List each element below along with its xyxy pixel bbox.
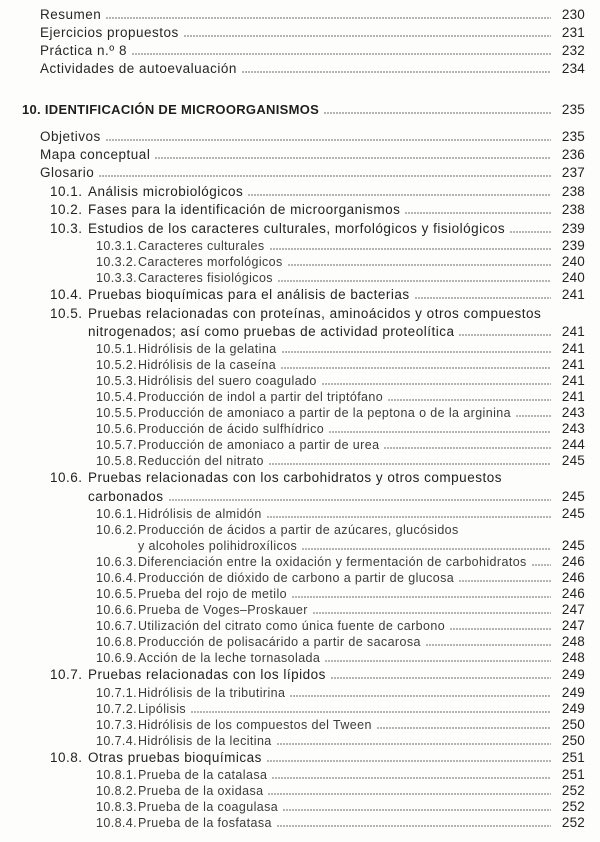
subsection-entry: [96, 437, 585, 453]
section-title: Estudios de los caracteres culturales, morfológicos y fisiológicos: [88, 220, 506, 236]
subsection-number: 10.3.3.: [96, 271, 138, 286]
chapter-item-title: Objetivos: [40, 129, 101, 144]
subsection-number: 10.5.4.: [96, 390, 138, 405]
section-entry: [50, 749, 585, 767]
dot-leader: [99, 175, 551, 177]
subsection-entry: [96, 602, 585, 618]
dot-leader: [450, 628, 551, 630]
dot-leader: [106, 17, 551, 19]
dot-leader: [277, 743, 551, 745]
dot-leader: [267, 760, 551, 762]
chapter-title: 10. IDENTIFICACIÓN DE MICROORGANISMOS: [22, 102, 320, 117]
subsection-number: 10.7.2.: [96, 701, 138, 716]
chapter-page-number: 235: [561, 102, 585, 117]
section-number: 10.3.: [50, 220, 83, 236]
section-number: 10.2.: [50, 202, 83, 218]
subsection-page-number: 245: [561, 453, 585, 469]
section-number: 10.5.: [50, 305, 83, 321]
dot-leader: [191, 711, 551, 713]
section-title: Pruebas bioquímicas para el análisis de bacterias: [88, 287, 410, 303]
subsection-entry: [96, 506, 585, 522]
chapter-item-entry: [40, 146, 585, 164]
dot-leader: [269, 463, 551, 465]
section-title: nitrogenados; así como pruebas de actividad proteolítica: [88, 324, 455, 340]
subsection-number: 10.3.1.: [96, 239, 138, 254]
subsection-page-number: 248: [561, 650, 585, 666]
dot-leader: [169, 499, 551, 501]
subsection-page-number: 245: [561, 506, 585, 522]
subsection-title: y alcoholes polihidroxílicos: [138, 539, 298, 554]
subsection-number: 10.7.4.: [96, 733, 138, 748]
dot-leader: [288, 264, 551, 266]
subsection-title: Prueba de la oxidasa: [138, 784, 264, 799]
section-entry: [50, 201, 585, 219]
dot-leader: [106, 139, 551, 141]
section-entry: [50, 666, 585, 684]
subsection-entry-continuation: [96, 538, 585, 554]
subsection-title: Hidrólisis de la gelatina: [138, 342, 277, 357]
subsection-title: Prueba del rojo de metilo: [138, 587, 287, 602]
subsection-entry: [96, 586, 585, 602]
dot-leader: [459, 334, 551, 336]
front-matter-title: Actividades de autoevaluación: [40, 61, 237, 76]
dot-leader: [267, 516, 551, 518]
section-entry: [50, 220, 585, 238]
subsection-entry: [96, 701, 585, 717]
subsection-title: Acción de la leche tornasolada: [138, 651, 321, 666]
section-title: Fases para la identificación de microorganismos: [88, 202, 401, 218]
dot-leader: [155, 157, 551, 159]
subsection-entry: [96, 389, 585, 405]
dot-leader: [248, 194, 551, 196]
subsection-entry: [96, 767, 585, 783]
dot-leader: [415, 297, 551, 299]
subsection-number: 10.5.8.: [96, 454, 138, 469]
section-page-number: 249: [561, 667, 585, 683]
dot-leader: [329, 431, 551, 433]
subsection-number: 10.6.2.: [96, 523, 138, 538]
subsection-page-number: 240: [561, 270, 585, 286]
subsection-page-number: 248: [561, 634, 585, 650]
subsection-entry: [96, 270, 585, 286]
subsection-entry: [96, 453, 585, 469]
dot-leader: [268, 793, 551, 795]
subsection-page-number: 244: [561, 437, 585, 453]
subsection-entry: [96, 373, 585, 389]
chapter-item-entry: [40, 164, 585, 182]
dot-leader: [270, 248, 551, 250]
subsection-entry: [96, 685, 585, 701]
section-title: Análisis microbiológicos: [88, 184, 244, 199]
subsection-entry: [96, 783, 585, 799]
dot-leader: [132, 53, 551, 55]
section-page-number: 241: [561, 324, 585, 340]
subsection-title: Diferenciación entre la oxidación y fermentación de carbohidratos: [138, 555, 527, 570]
subsection-title: Hidrólisis del suero coagulado: [138, 374, 317, 389]
subsection-title: Producción de ácidos a partir de azúcares, glucósidos: [138, 523, 459, 538]
subsection-title: Hidrólisis de la caseína: [138, 358, 277, 373]
subsection-page-number: 252: [561, 799, 585, 815]
subsection-page-number: 241: [561, 389, 585, 405]
subsection-title: Reducción del nitrato: [138, 454, 264, 469]
subsection-entry: [96, 650, 585, 666]
section-entry: [50, 305, 585, 323]
subsection-entry: [96, 421, 585, 437]
subsection-page-number: 243: [561, 421, 585, 437]
subsection-title: Producción de ácido sulfhídrico: [138, 422, 325, 437]
front-matter-entry: [40, 42, 585, 60]
dot-leader: [242, 71, 551, 73]
subsection-number: 10.5.5.: [96, 406, 138, 421]
subsection-page-number: 245: [561, 538, 585, 554]
dot-leader: [426, 644, 551, 646]
subsection-number: 10.6.4.: [96, 571, 138, 586]
subsection-number: 10.6.7.: [96, 619, 138, 634]
subsection-title: Producción de indol a partir del triptófano: [138, 390, 384, 405]
dot-leader: [325, 660, 551, 662]
section-number: 10.8.: [50, 749, 83, 765]
dot-leader: [302, 548, 551, 550]
dot-leader: [510, 231, 551, 233]
chapter-item-page-number: 237: [561, 165, 585, 180]
subsection-page-number: 252: [561, 815, 585, 831]
section-entry-continuation: [50, 323, 585, 341]
dot-leader: [313, 612, 551, 614]
subsection-title: Utilización del citrato como única fuente de carbono: [138, 619, 446, 634]
subsection-title: Prueba de Voges–Proskauer: [138, 603, 308, 618]
subsection-title: Caracteres morfológicos: [138, 255, 283, 270]
section-entry: [50, 469, 585, 487]
subsection-page-number: 246: [561, 570, 585, 586]
dot-leader: [290, 695, 551, 697]
dot-leader: [324, 112, 551, 114]
subsection-page-number: 243: [561, 405, 585, 421]
chapter-heading: [22, 101, 585, 119]
front-matter-entry: [40, 24, 585, 42]
subsection-entry: [96, 238, 585, 254]
subsection-entry: [96, 733, 585, 749]
subsection-page-number: 246: [561, 586, 585, 602]
subsection-entry: [96, 570, 585, 586]
subsection-number: 10.8.2.: [96, 784, 138, 799]
section-page-number: 239: [561, 220, 585, 236]
subsection-entry: [96, 618, 585, 634]
subsection-title: Prueba de la coagulasa: [138, 800, 279, 815]
section-page-number: 238: [561, 202, 585, 218]
subsection-page-number: 246: [561, 554, 585, 570]
section-title: carbonados: [88, 488, 164, 504]
subsection-number: 10.6.5.: [96, 587, 138, 602]
subsection-page-number: 250: [561, 716, 585, 732]
subsection-page-number: 241: [561, 357, 585, 373]
subsection-number: 10.5.2.: [96, 358, 138, 373]
front-matter-page-number: 231: [561, 25, 585, 40]
subsection-number: 10.3.2.: [96, 255, 138, 270]
chapter-item-title: Mapa conceptual: [40, 147, 151, 162]
subsection-page-number: 249: [561, 700, 585, 716]
section-title: Pruebas relacionadas con los lípidos: [88, 667, 326, 683]
subsection-page-number: 239: [561, 238, 585, 254]
subsection-page-number: 240: [561, 254, 585, 270]
front-matter-entry: [40, 6, 585, 24]
subsection-page-number: 247: [561, 602, 585, 618]
dot-leader: [322, 383, 551, 385]
section-entry: [50, 183, 585, 201]
dot-leader: [532, 564, 551, 566]
dot-leader: [292, 596, 551, 598]
section-page-number: 241: [561, 287, 585, 303]
dot-leader: [184, 35, 551, 37]
front-matter-list: [0, 6, 600, 78]
subsection-number: 10.7.1.: [96, 685, 138, 700]
subsection-title: Hidrólisis de la lecitina: [138, 733, 272, 748]
dot-leader: [516, 415, 551, 417]
subsection-number: 10.8.4.: [96, 816, 138, 831]
section-number: 10.6.: [50, 470, 83, 486]
front-matter-entry: [40, 60, 585, 78]
section-number: 10.4.: [50, 287, 83, 303]
subsection-title: Prueba de la fosfatasa: [138, 816, 272, 831]
subsection-entry: [96, 341, 585, 357]
subsection-title: Caracteres culturales: [138, 239, 265, 254]
subsection-page-number: 249: [561, 684, 585, 700]
subsection-number: 10.5.7.: [96, 438, 138, 453]
dot-leader: [281, 367, 551, 369]
section-number: 10.1.: [50, 184, 83, 199]
subsection-title: Producción de polisacárido a partir de sacarosa: [138, 635, 421, 650]
dot-leader: [331, 677, 551, 679]
dot-leader: [277, 825, 551, 827]
dot-leader: [278, 280, 551, 282]
subsection-title: Producción de amoniaco a partir de urea: [138, 438, 380, 453]
sections-list: [0, 183, 600, 831]
subsection-entry: [96, 522, 585, 538]
dot-leader: [405, 212, 551, 214]
dot-leader: [283, 809, 551, 811]
chapter-item-page-number: 235: [561, 129, 585, 144]
dot-leader: [384, 447, 551, 449]
subsection-entry: [96, 357, 585, 373]
subsection-number: 10.6.1.: [96, 507, 138, 522]
chapter-item-page-number: 236: [561, 147, 585, 162]
section-entry-continuation: [50, 488, 585, 506]
dot-leader: [459, 580, 551, 582]
dot-leader: [272, 777, 551, 779]
dot-leader: [282, 351, 551, 353]
chapter-item-title: Glosario: [40, 165, 95, 180]
subsection-page-number: 251: [561, 767, 585, 783]
chapter-item-entry: [40, 128, 585, 146]
subsection-number: 10.7.3.: [96, 717, 138, 732]
subsection-title: Hidrólisis de los compuestos del Tween: [138, 717, 372, 732]
front-matter-page-number: 232: [561, 43, 585, 58]
subsection-page-number: 250: [561, 732, 585, 748]
subsection-page-number: 241: [561, 341, 585, 357]
subsection-number: 10.6.6.: [96, 603, 138, 618]
section-entry: [50, 286, 585, 304]
subsection-page-number: 252: [561, 783, 585, 799]
subsection-page-number: 247: [561, 618, 585, 634]
front-matter-title: Resumen: [40, 7, 102, 22]
subsection-entry: [96, 405, 585, 421]
front-matter-page-number: 234: [561, 61, 585, 76]
subsection-number: 10.8.3.: [96, 800, 138, 815]
section-page-number: 238: [561, 184, 585, 199]
subsection-page-number: 241: [561, 373, 585, 389]
front-matter-title: Práctica n.º 8: [40, 43, 127, 58]
subsection-entry: [96, 717, 585, 733]
chapter-items-list: [0, 128, 600, 182]
subsection-number: 10.6.3.: [96, 555, 138, 570]
subsection-title: Producción de dióxido de carbono a partir de glucosa: [138, 571, 455, 586]
subsection-title: Hidrólisis de la tributirina: [138, 685, 286, 700]
section-page-number: 245: [561, 488, 585, 504]
subsection-title: Producción de amoniaco a partir de la peptona o de la arginina: [138, 406, 511, 421]
front-matter-title: Ejercicios propuestos: [40, 25, 179, 40]
section-title: Pruebas relacionadas con proteínas, aminoácidos y otros compuestos: [88, 305, 542, 321]
subsection-title: Hidrólisis de almidón: [138, 507, 262, 522]
subsection-entry: [96, 815, 585, 831]
subsection-number: 10.5.3.: [96, 374, 138, 389]
subsection-entry: [96, 254, 585, 270]
section-title: Pruebas relacionadas con los carbohidratos y otros compuestos: [88, 470, 502, 486]
subsection-title: Lipólisis: [138, 701, 187, 716]
dot-leader: [388, 399, 551, 401]
subsection-entry: [96, 554, 585, 570]
section-title: Otras pruebas bioquímicas: [88, 749, 262, 765]
subsection-entry: [96, 799, 585, 815]
subsection-number: 10.5.1.: [96, 342, 138, 357]
section-page-number: 251: [561, 749, 585, 765]
subsection-number: 10.6.9.: [96, 651, 138, 666]
subsection-number: 10.5.6.: [96, 422, 138, 437]
section-number: 10.7.: [50, 667, 83, 683]
subsection-entry: [96, 634, 585, 650]
subsection-number: 10.8.1.: [96, 768, 138, 783]
subsection-number: 10.6.8.: [96, 635, 138, 650]
front-matter-page-number: 230: [561, 7, 585, 22]
dot-leader: [377, 727, 551, 729]
subsection-title: Caracteres fisiológicos: [138, 271, 273, 286]
subsection-title: Prueba de la catalasa: [138, 768, 268, 783]
